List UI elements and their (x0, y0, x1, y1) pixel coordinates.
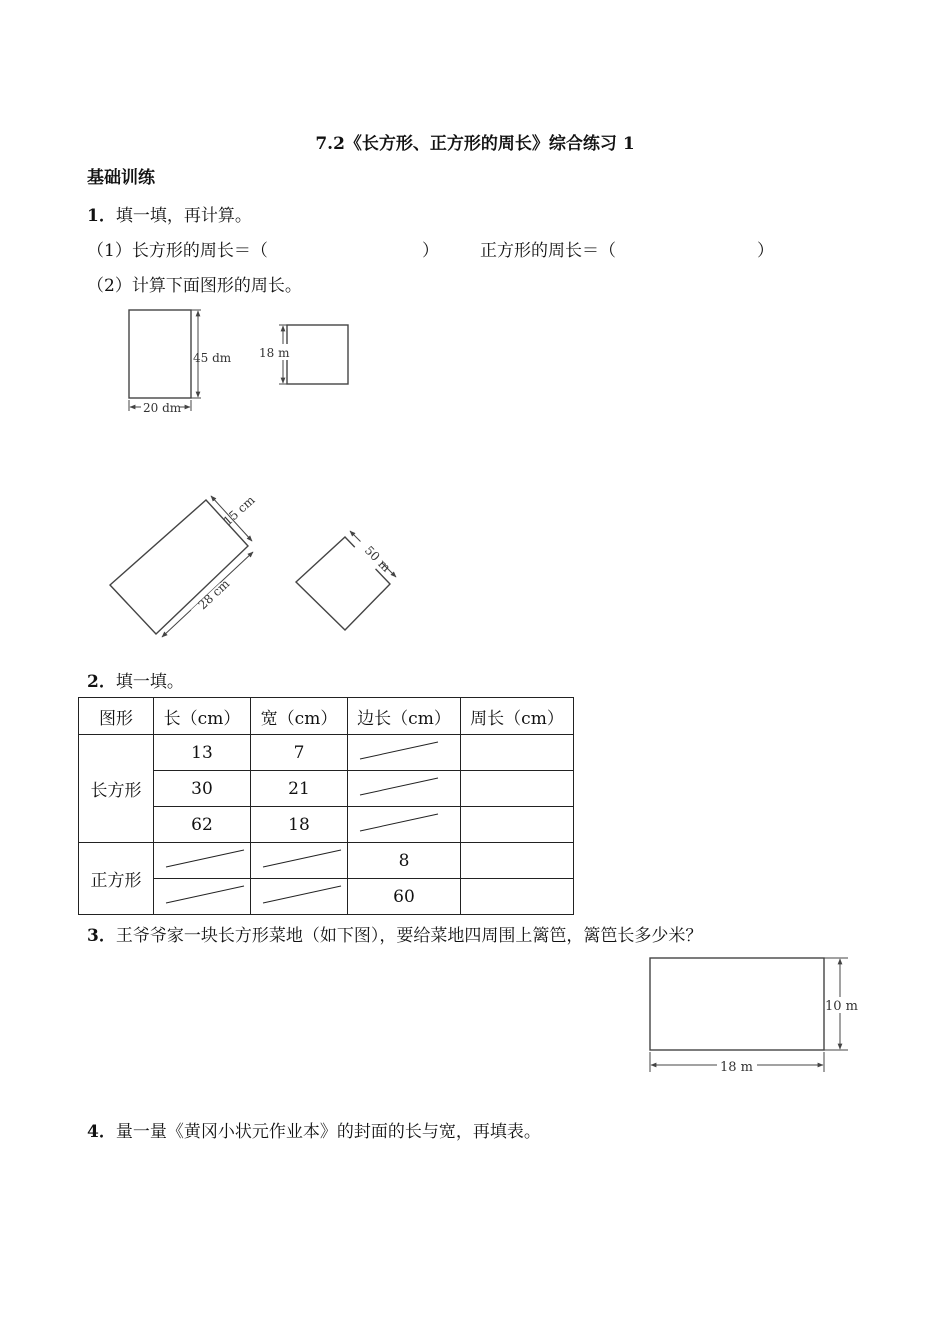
cell-crossed-out (154, 843, 251, 879)
figure-tilted-square (296, 531, 396, 630)
cell-perimeter-blank[interactable] (461, 735, 574, 771)
cell-crossed-out (348, 735, 461, 771)
label-10m: 10 m (825, 999, 859, 1014)
cell-crossed-out (348, 771, 461, 807)
slash-mark (164, 847, 249, 871)
question-number: 2． (87, 672, 116, 692)
rect-label: 长方形 (79, 735, 154, 843)
question-text: 王爷爷家一块长方形菜地（如下图），要给菜地四周围上篱笆，篱笆长多少米？ (115, 926, 703, 946)
header-perimeter: 周长（cm） (461, 698, 574, 735)
cell-side: 60 (348, 879, 461, 915)
header-shape: 图形 (79, 698, 154, 735)
cell-perimeter-blank[interactable] (461, 807, 574, 843)
cell-crossed-out (251, 879, 348, 915)
question-2 (87, 667, 184, 692)
slash-mark (164, 883, 249, 907)
slash-mark (358, 775, 443, 799)
label-28cm: 28 cm (195, 576, 233, 613)
label-18m-garden: 18 m (720, 1060, 754, 1075)
q1-sub2: （2）计算下面图形的周长。 (87, 276, 302, 296)
label-18m: 18 m (259, 346, 290, 360)
cell-perimeter-blank[interactable] (461, 771, 574, 807)
garden-rectangle (650, 958, 824, 1050)
question-3 (87, 921, 702, 946)
question-number: 4． (87, 1122, 116, 1142)
slash-mark (358, 811, 443, 835)
label-45dm: 45 dm (193, 351, 232, 365)
q1-sub1-square-close: ） (757, 241, 774, 261)
table-row (79, 879, 574, 915)
cell-crossed-out (251, 843, 348, 879)
table-row (79, 807, 574, 843)
question-number: 3． (87, 926, 116, 946)
q1-sub1-rect: （1）长方形的周长＝（ (87, 241, 268, 261)
cell-width: 18 (251, 807, 348, 843)
label-20dm: 20 dm (143, 401, 182, 415)
table-header-row (79, 698, 574, 735)
cell-perimeter-blank[interactable] (461, 843, 574, 879)
label-50m: 50 m (361, 543, 394, 575)
q1-sub1-square: 正方形的周长＝（ (480, 241, 616, 261)
slash-mark (358, 739, 443, 763)
fill-table (78, 697, 574, 915)
cell-crossed-out (154, 879, 251, 915)
header-width: 宽（cm） (251, 698, 348, 735)
figure-tilted-rectangle (110, 493, 258, 637)
question-text: 量一量《黄冈小状元作业本》的封面的长与宽，再填表。 (115, 1122, 541, 1142)
cell-perimeter-blank[interactable] (461, 879, 574, 915)
cell-length: 62 (154, 807, 251, 843)
cell-length: 13 (154, 735, 251, 771)
header-side: 边长（cm） (348, 698, 461, 735)
header-length: 长（cm） (154, 698, 251, 735)
question-4 (87, 1117, 541, 1142)
cell-length: 30 (154, 771, 251, 807)
slash-mark (261, 847, 346, 871)
q3-figure (620, 945, 880, 1080)
question-text: 填一填。 (115, 672, 184, 692)
table-row (79, 843, 574, 879)
q1-sub1-rect-close: ） (422, 241, 439, 261)
square-label: 正方形 (79, 843, 154, 915)
question-number: 1． (87, 206, 116, 226)
section-heading: 基础训练 (87, 168, 155, 188)
question-text: 填一填，再计算。 (115, 206, 252, 226)
figure-rectangle-20x45 (129, 310, 232, 415)
table-row (79, 771, 574, 807)
cell-side: 8 (348, 843, 461, 879)
cell-width: 7 (251, 735, 348, 771)
table-row (79, 735, 574, 771)
page-title: 7.2《长方形、正方形的周长》综合练习 1 (315, 134, 635, 154)
cell-crossed-out (348, 807, 461, 843)
label-15cm: 15 cm (220, 492, 258, 529)
figure-square-18m (258, 325, 348, 384)
slash-mark (261, 883, 346, 907)
cell-width: 21 (251, 771, 348, 807)
